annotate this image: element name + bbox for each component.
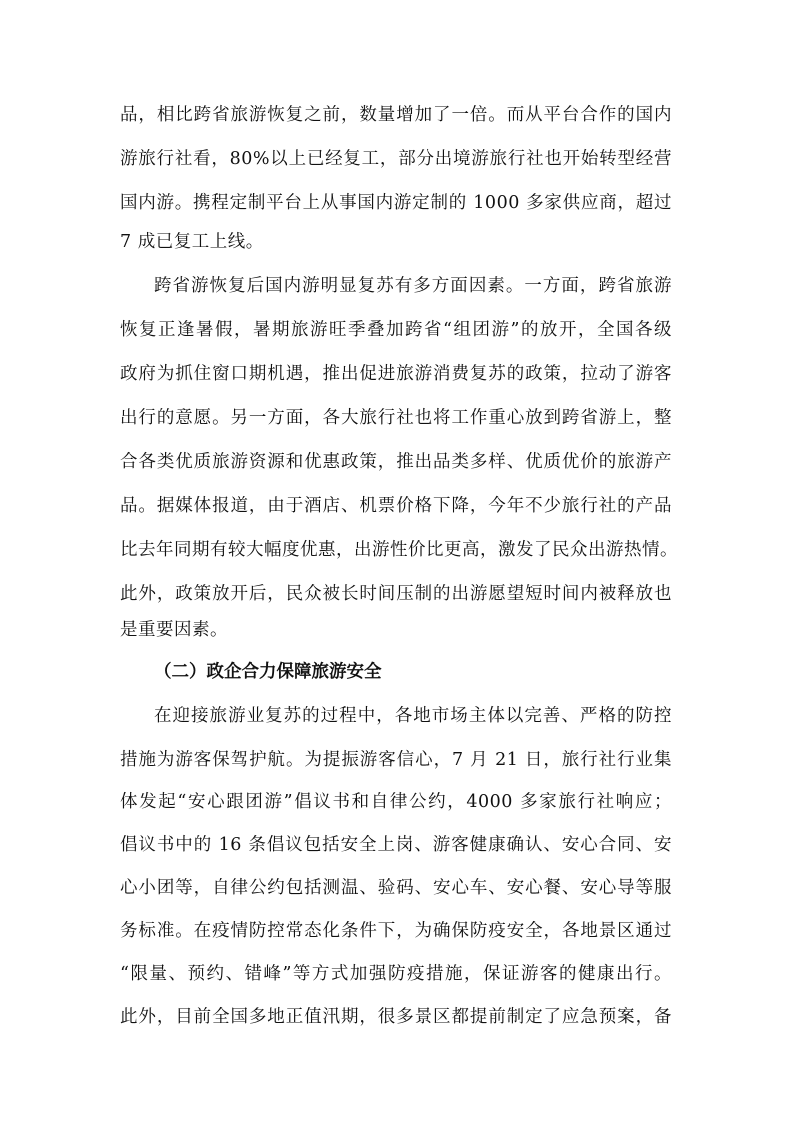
paragraph-2-line-7: 比去年同期有较大幅度优惠，出游性价比更高，激发了民众出游热情。 xyxy=(120,540,678,560)
paragraph-2-line-1: 跨省游恢复后国内游明显复苏有多方面因素。一方面，跨省旅游 xyxy=(154,276,672,296)
paragraph-3-line-2: 措施为游客保驾护航。为提振游客信心，7 月 21 日，旅行社行业集 xyxy=(120,750,672,770)
paragraph-2-line-9: 是重要因素。 xyxy=(120,620,228,640)
paragraph-1-line-3: 国内游。携程定制平台上从事国内游定制的 1000 多家供应商，超过 xyxy=(120,193,672,213)
paragraph-1-line-1: 品，相比跨省旅游恢复之前，数量增加了一倍。而从平台合作的国内 xyxy=(120,105,672,125)
paragraph-3-line-8: 此外，目前全国多地正值汛期，很多景区都提前制定了应急预案，备 xyxy=(120,1007,672,1027)
paragraph-3-line-5: 心小团等，自律公约包括测温、验码、安心车、安心餐、安心导等服 xyxy=(120,878,672,898)
paragraph-3-line-4: 倡议书中的 16 条倡议包括安全上岗、游客健康确认、安心合同、安 xyxy=(120,835,672,855)
paragraph-3-line-3: 体发起“安心跟团游”倡议书和自律公约，4000 多家旅行社响应； xyxy=(120,792,672,812)
section-heading: （二）政企合力保障旅游安全 xyxy=(154,662,382,682)
paragraph-2-line-8: 此外，政策放开后，民众被长时间压制的出游愿望短时间内被释放也 xyxy=(120,584,672,604)
paragraph-2-line-6: 品。据媒体报道，由于酒店、机票价格下降，今年不少旅行社的产品 xyxy=(120,496,672,516)
paragraph-2-line-3: 政府为抓住窗口期机遇，推出促进旅游消费复苏的政策，拉动了游客 xyxy=(120,364,672,384)
paragraph-1-line-2: 游旅行社看，80%以上已经复工，部分出境游旅行社也开始转型经营 xyxy=(120,149,672,169)
paragraph-1-line-4: 7 成已复工上线。 xyxy=(120,232,264,252)
paragraph-3-line-7: “限量、预约、错峰”等方式加强防疫措施，保证游客的健康出行。 xyxy=(120,964,672,984)
paragraph-2-line-2: 恢复正逢暑假，暑期旅游旺季叠加跨省“组团游”的放开，全国各级 xyxy=(120,320,672,340)
paragraph-2-line-5: 合各类优质旅游资源和优惠政策，推出品类多样、优质优价的旅游产 xyxy=(120,452,672,472)
paragraph-3-line-1: 在迎接旅游业复苏的过程中，各地市场主体以完善、严格的防控 xyxy=(154,706,672,726)
paragraph-2-line-4: 出行的意愿。另一方面，各大旅行社也将工作重心放到跨省游上，整 xyxy=(120,408,672,428)
paragraph-3-line-6: 务标准。在疫情防控常态化条件下，为确保防疫安全，各地景区通过 xyxy=(120,921,672,941)
